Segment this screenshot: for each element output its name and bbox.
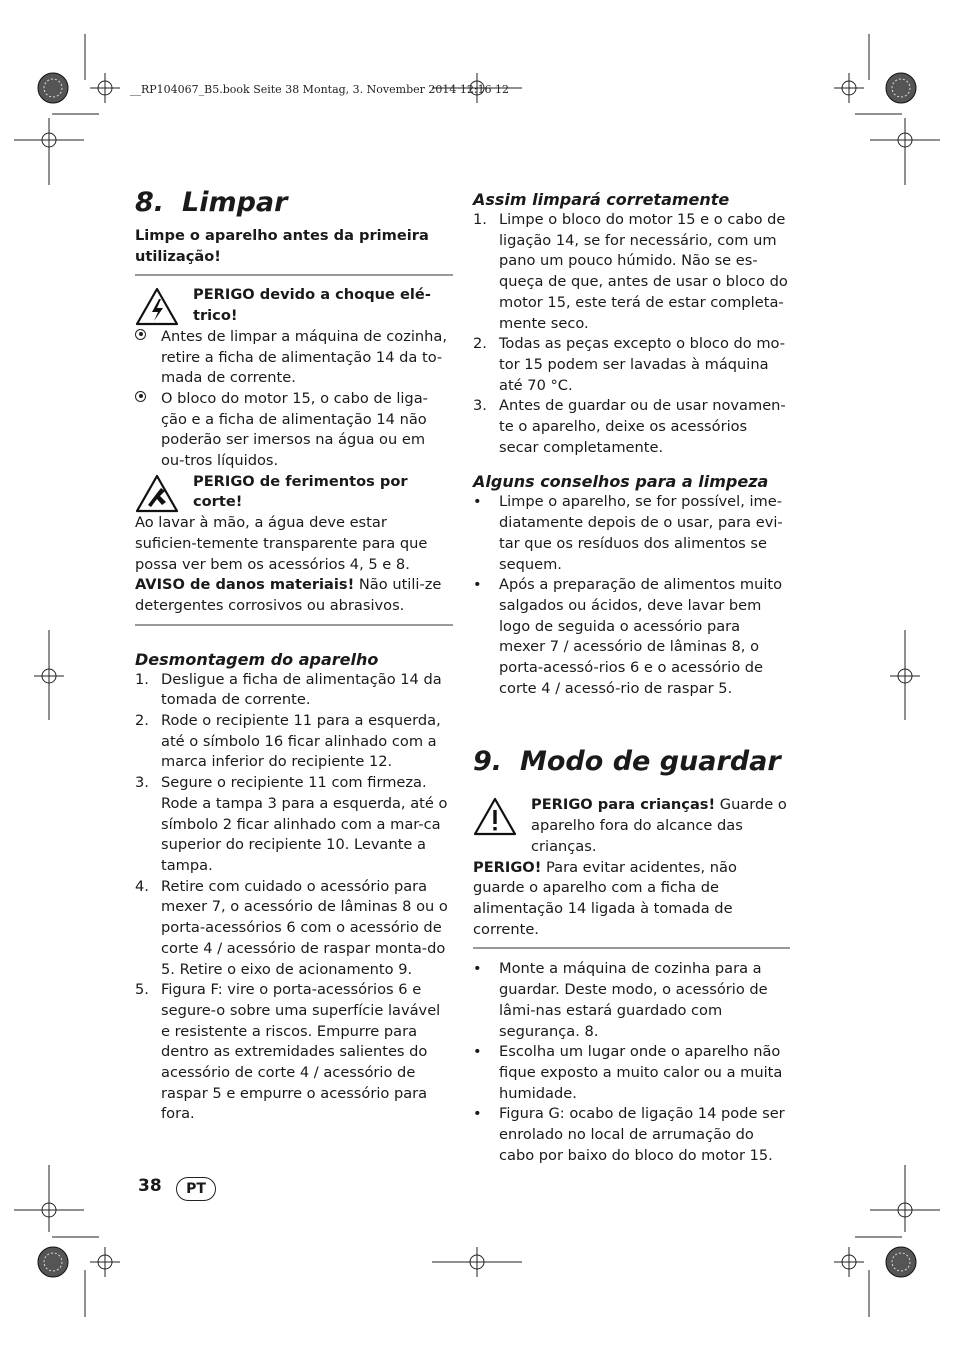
tips-list (473, 492, 790, 699)
divider (473, 947, 790, 949)
cleaning-steps (473, 210, 790, 458)
warning-title: PERIGO devido a choque elé-trico! (193, 286, 431, 325)
language-badge: PT (176, 1177, 216, 1201)
warning-text: PERIGO para crianças! Guarde o aparelho fora do alcance das crianças. (531, 796, 787, 855)
list-item: O bloco do motor 15, o cabo de liga-ção e a ficha de alimentação 14 não poderão ser imersos na água ou em ou-tros líquidos. (135, 389, 453, 472)
list-item: • Limpe o aparelho, se for possível, ime-diatamente depois de o usar, para evi-tar que os resíduos dos alimentos se sequem. (473, 493, 783, 573)
right-column (473, 186, 790, 1166)
list-item: 2. Todas as peças excepto o bloco do mo-tor 15 podem ser lavadas à máquina até 70 °C. (473, 335, 786, 394)
list-item: • Figura G: ocabo de ligação 14 pode ser enrolado no local de arrumação do cabo por baixo do bloco do motor 15. (473, 1105, 785, 1164)
danger-text: PERIGO! Para evitar acidentes, não guarde o aparelho com a ficha de alimentação 14 ligada à tomada de corrente. (473, 858, 737, 938)
subheading-disassembly: Desmontagem do aparelho (135, 649, 379, 669)
divider (135, 274, 453, 276)
subheading-tips: Alguns conselhos para a limpeza (473, 472, 769, 492)
section-title: Modo de guardar (520, 746, 781, 778)
section-title: Limpar (182, 187, 288, 218)
storage-list (473, 959, 790, 1166)
cut-hazard-icon (135, 474, 179, 514)
list-item: 2. Rode o recipiente 11 para a esquerda, até o símbolo 16 ficar alinhado com a marca inferior do recipiente 12. (135, 712, 441, 771)
circle-bullet-icon (135, 329, 146, 340)
list-item: • Escolha um lugar onde o aparelho não fique exposto a muito calor ou a muita humidade. (473, 1043, 783, 1102)
circle-bullet-icon (135, 391, 146, 402)
list-item: 1. Desligue a ficha de alimentação 14 da tomada de corrente. (135, 670, 442, 709)
list-item: 4. Retire com cuidado o acessório para mexer 7, o acessório de lâminas 8 ou o porta-acessórios 6 com o acessório de corte 4 / acessório de raspar monta-do 5. Retire o eixo de acionamento 9. (135, 877, 448, 978)
section-heading-storage (473, 745, 790, 779)
list-item: 3. Antes de guardar ou de usar novamen-te o aparelho, deixe os acessórios secar completamente. (473, 397, 786, 456)
list-item: 1. Limpe o bloco do motor 15 e o cabo de ligação 14, se for necessário, com um pano um pouco húmido. Não se es-queça de que, antes de usar o bloco do motor 15, este terá de estar completa-mente seco. (473, 211, 788, 332)
list-item: 3. Segure o recipiente 11 com firmeza. Rode a tampa 3 para a esquerda, até o símbolo 2 ficar alinhado com a mar-ca superior do recipiente 10. Levante a tampa. (135, 774, 448, 874)
section-number: 8. (135, 187, 165, 218)
disassembly-steps (135, 670, 453, 1125)
warning-icon (473, 797, 517, 837)
left-column (135, 186, 453, 1125)
subheading-cleaning: Assim limpará corretamente (473, 190, 730, 209)
section-number: 9. (473, 746, 503, 778)
list-item: • Monte a máquina de cozinha para a guardar. Deste modo, o acessório de lâmi-nas estará guardado com segurança. 8. (473, 960, 768, 1040)
warning-text: Ao lavar à mão, a água deve estar suficien-temente transparente para que possa ver bem os acessórios 4, 5 e 8. (135, 514, 428, 573)
divider (135, 624, 453, 626)
electric-hazard-icon (135, 287, 179, 327)
intro-text: Limpe o aparelho antes da primeira utilização! (135, 227, 429, 265)
print-header: __RP104067_B5.book Seite 38 Montag, 3. November 2014 12:16 12 (130, 83, 510, 96)
list-item: 5. Figura F: vire o porta-acessórios 6 e segure-o sobre uma superfície lavável e resistente a riscos. Empurre para dentro as extremidades salientes do acessório de corte 4 / acessório de raspar 5 e empurre o acessório para fora. (135, 981, 441, 1123)
page-number: 38 (138, 1176, 162, 1196)
list-item: Antes de limpar a máquina de cozinha, retire a ficha de alimentação 14 da to-mada de corrente. (135, 327, 453, 389)
warning-title: PERIGO de ferimentos por corte! (193, 472, 408, 511)
warning-electric (135, 285, 453, 326)
warning-cut (135, 472, 453, 513)
list-item: • Após a preparação de alimentos muito salgados ou ácidos, deve lavar bem logo de seguida o acessório para mexer 7 / acessório de lâminas 8, o porta-acessó-rios 6 e o acessório de corte 4 / acessó-rio de raspar 5. (473, 576, 783, 697)
warning-children (473, 795, 790, 857)
notice-text: AVISO de danos materiais! Não utili-ze detergentes corrosivos ou abrasivos. (135, 576, 442, 614)
warning-list (135, 327, 453, 472)
section-heading-clean (135, 186, 453, 220)
